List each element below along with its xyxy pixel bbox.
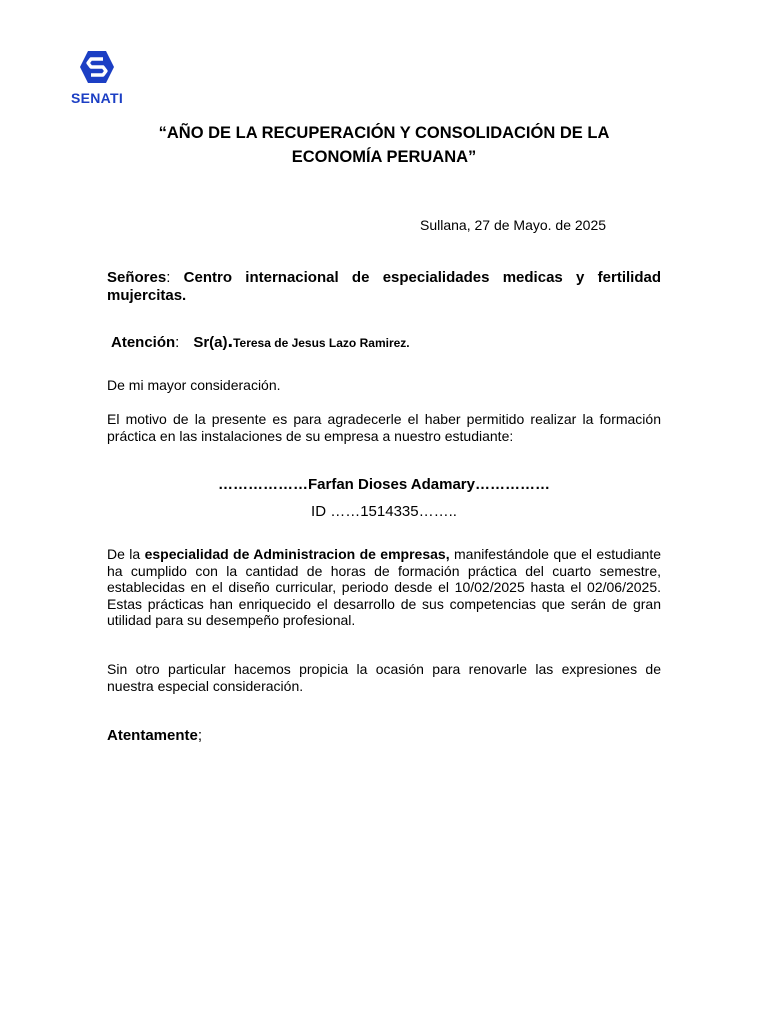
attention-person: Teresa de Jesus Lazo Ramirez.	[233, 336, 410, 350]
recipient-block	[107, 269, 661, 305]
attention-line	[111, 330, 410, 353]
attention-colon: :	[175, 334, 180, 351]
closing-paragraph: Sin otro particular hacemos propicia la ocasión para renovarle las expresiones de nuestra especial consideración.	[107, 661, 661, 694]
signoff-punct: ;	[197, 727, 203, 744]
attention-title: Sr(a)	[193, 334, 228, 351]
recipient-name: Centro internacional de especialidades medicas y fertilidad mujercitas.	[107, 269, 661, 304]
student-id: ID ……1514335……..	[311, 503, 457, 520]
year-title	[100, 121, 668, 169]
attention-dot: .	[227, 330, 234, 352]
recipient-label: Señores	[107, 269, 167, 286]
year-title-line-1: “AÑO DE LA RECUPERACIÓN Y CONSOLIDACIÓN DE LA	[158, 124, 610, 142]
especialidad-paragraph	[107, 546, 661, 629]
year-title-line-2: ECONOMÍA PERUANA”	[291, 148, 477, 166]
attention-label: Atención	[111, 334, 176, 351]
motivo-paragraph: El motivo de la presente es para agradecerle el haber permitido realizar la formación práctica en las instalaciones de su empresa a nuestro estudiante:	[107, 411, 661, 444]
student-name: ………………Farfan Dioses Adamary……………	[217, 476, 550, 493]
greeting-paragraph: De mi mayor consideración.	[107, 377, 281, 393]
signoff	[107, 727, 202, 744]
especialidad-rest: manifestándole que el estudiante ha cumplido con la cantidad de horas de formación práctica del cuarto semestre, establecidas en el diseño curricular, periodo desde el 10/02/2025 hasta el 02/06/2025. Estas prácticas han enriquecido el desarrollo de sus competencias que serán de gran utilidad para su desempeño profesional.	[107, 546, 662, 628]
especialidad-bold: especialidad de Administracion de empresas,	[144, 546, 450, 562]
recipient-colon: :	[166, 269, 171, 286]
especialidad-prefix: De la	[107, 546, 145, 562]
logo-wordmark: SENATI	[70, 90, 124, 106]
signoff-word: Atentamente	[107, 727, 198, 744]
letter-date: Sullana, 27 de Mayo. de 2025	[420, 217, 607, 233]
senati-emblem-icon	[79, 50, 115, 84]
senati-logo	[66, 48, 128, 108]
